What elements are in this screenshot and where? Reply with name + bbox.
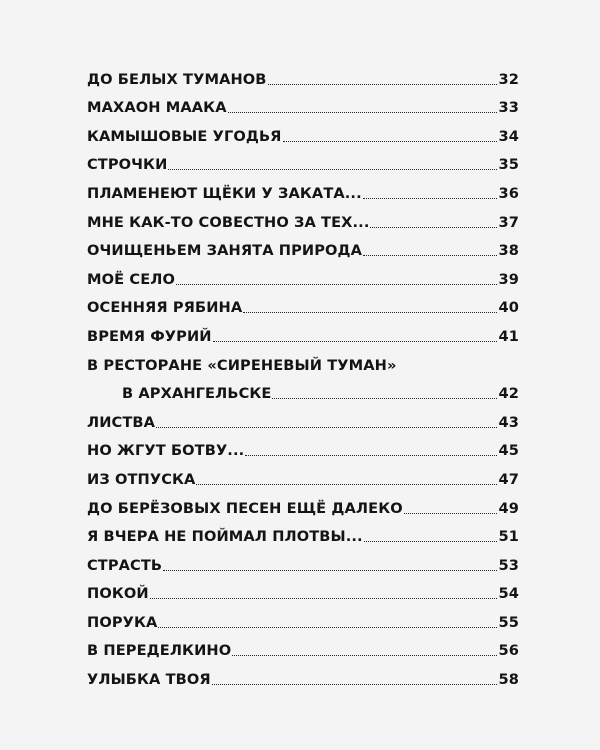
toc-entry-page: 51 <box>498 528 519 546</box>
toc-entry-page: 53 <box>498 556 519 574</box>
dot-leader <box>243 312 497 313</box>
toc-entry-page: 54 <box>498 585 519 603</box>
dot-leader <box>213 341 498 342</box>
toc-entry <box>87 317 519 346</box>
toc-entry-title: СТРОЧКИ <box>87 156 168 174</box>
toc-entry-title: УЛЫБКА ТВОЯ <box>87 671 211 689</box>
toc-entry <box>87 432 519 461</box>
toc-entry-title: В РЕСТОРАНЕ «СИРЕНЕВЫЙ ТУМАН» <box>87 356 397 374</box>
dot-leader <box>283 141 498 142</box>
dot-leader <box>370 227 497 228</box>
dot-leader <box>196 484 497 485</box>
toc-entry <box>87 146 519 175</box>
toc-entry-page: 33 <box>498 99 519 117</box>
toc-entry <box>87 346 519 375</box>
toc-entry-title: ЛИСТВА <box>87 413 156 431</box>
dot-leader <box>232 655 497 656</box>
toc-entry <box>87 60 519 89</box>
toc-entry-page: 56 <box>498 642 519 660</box>
toc-entry <box>87 260 519 289</box>
toc-entry-page: 49 <box>498 499 519 517</box>
toc-entry-title: КАМЫШОВЫЕ УГОДЬЯ <box>87 127 282 145</box>
toc-entry <box>87 375 519 404</box>
toc-entry <box>87 603 519 632</box>
dot-leader <box>212 684 498 685</box>
toc-entry <box>87 403 519 432</box>
dot-leader <box>272 398 497 399</box>
toc-entry <box>87 203 519 232</box>
toc-entry-page: 34 <box>498 127 519 145</box>
toc-entry-page: 47 <box>498 470 519 488</box>
toc-entry-page: 37 <box>498 213 519 231</box>
toc-entry-title: ДО БЕРЁЗОВЫХ ПЕСЕН ЕЩЁ ДАЛЕКО <box>87 499 403 517</box>
toc-entry-page: 41 <box>498 327 519 345</box>
table-of-contents <box>87 60 519 689</box>
toc-entry-page: 35 <box>498 156 519 174</box>
dot-leader <box>176 284 497 285</box>
dot-leader <box>158 627 497 628</box>
toc-entry-title: НО ЖГУТ БОТВУ... <box>87 442 245 460</box>
toc-entry-title: ПОКОЙ <box>87 585 149 603</box>
toc-entry <box>87 89 519 118</box>
toc-entry-page: 32 <box>498 70 519 88</box>
toc-entry <box>87 518 519 547</box>
toc-entry-title: ИЗ ОТПУСКА <box>87 470 196 488</box>
toc-entry <box>87 232 519 261</box>
toc-entry-page: 40 <box>498 299 519 317</box>
toc-entry-page: 58 <box>498 671 519 689</box>
toc-entry-page: 38 <box>498 242 519 260</box>
toc-entry-page: 36 <box>498 184 519 202</box>
toc-entry-title: ПОРУКА <box>87 613 158 631</box>
dot-leader <box>364 541 498 542</box>
toc-entry <box>87 174 519 203</box>
dot-leader <box>163 570 497 571</box>
toc-entry-page: 55 <box>498 613 519 631</box>
toc-entry-title: МНЕ КАК-ТО СОВЕСТНО ЗА ТЕХ... <box>87 213 370 231</box>
toc-entry-title: В АРХАНГЕЛЬСКЕ <box>122 385 272 403</box>
toc-entry-page: 45 <box>498 442 519 460</box>
dot-leader <box>156 427 497 428</box>
dot-leader <box>150 598 498 599</box>
toc-entry <box>87 632 519 661</box>
dot-leader <box>404 513 498 514</box>
toc-entry-title: ОСЕННЯЯ РЯБИНА <box>87 299 243 317</box>
toc-entry <box>87 489 519 518</box>
toc-entry <box>87 660 519 689</box>
dot-leader <box>363 198 498 199</box>
toc-entry <box>87 575 519 604</box>
toc-entry-title: ДО БЕЛЫХ ТУМАНОВ <box>87 70 267 88</box>
toc-entry <box>87 546 519 575</box>
toc-entry-title: ОЧИЩЕНЬЕМ ЗАНЯТА ПРИРОДА <box>87 242 362 260</box>
toc-entry-title: ПЛАМЕНЕЮТ ЩЁКИ У ЗАКАТА... <box>87 184 362 202</box>
toc-entry-page: 39 <box>498 270 519 288</box>
dot-leader <box>228 112 498 113</box>
toc-entry-title: СТРАСТЬ <box>87 556 163 574</box>
toc-entry-title: ВРЕМЯ ФУРИЙ <box>87 327 212 345</box>
toc-entry-title: В ПЕРЕДЕЛКИНО <box>87 642 232 660</box>
dot-leader <box>268 84 498 85</box>
toc-entry-page: 43 <box>498 413 519 431</box>
toc-entry-title: МАХАОН МААКА <box>87 99 227 117</box>
dot-leader <box>168 169 497 170</box>
dot-leader <box>245 455 497 456</box>
toc-entry <box>87 460 519 489</box>
dot-leader <box>363 255 497 256</box>
toc-entry <box>87 289 519 318</box>
toc-entry-title: МОЁ СЕЛО <box>87 270 175 288</box>
toc-entry <box>87 117 519 146</box>
toc-entry-title: Я ВЧЕРА НЕ ПОЙМАЛ ПЛОТВЫ... <box>87 528 363 546</box>
toc-entry-page: 42 <box>498 385 519 403</box>
